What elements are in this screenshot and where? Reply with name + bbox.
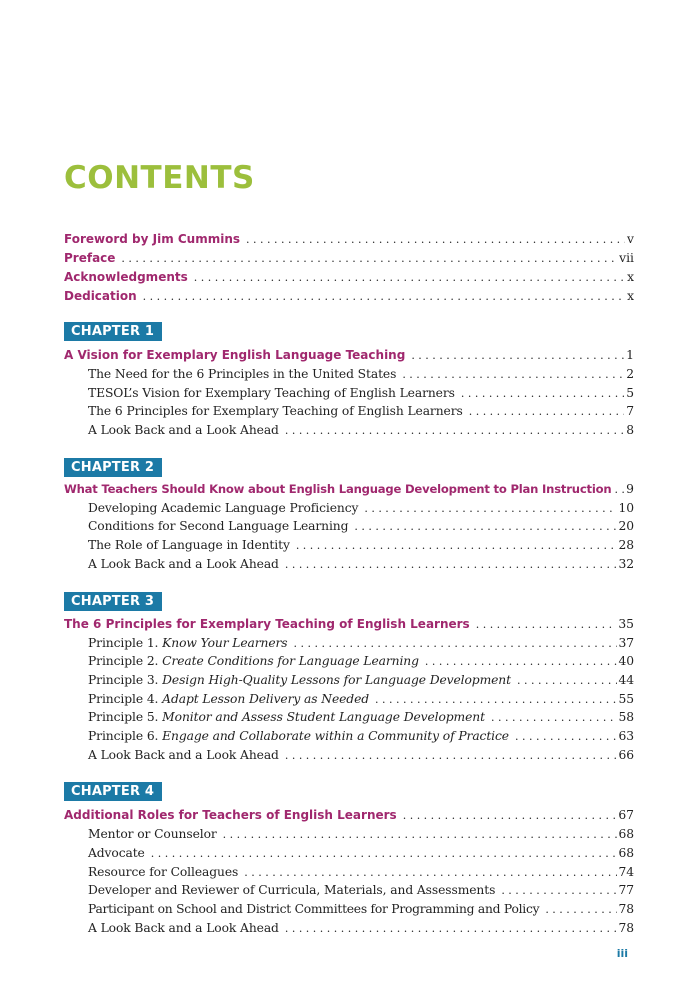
- toc-chapter-entry[interactable]: [64, 482, 634, 501]
- toc-page-number: 1: [626, 348, 634, 362]
- principle-title: Create Conditions for Language Learning: [162, 654, 419, 669]
- toc-entry-title: Developer and Reviewer of Curricula, Materials, and Assessments: [88, 883, 496, 898]
- principle-prefix: Principle 3.: [88, 672, 159, 687]
- toc-section-entry[interactable]: [64, 404, 634, 423]
- toc-section-entry[interactable]: [64, 386, 634, 405]
- leader-dots: [121, 252, 617, 265]
- toc-section-entry[interactable]: [64, 519, 634, 538]
- toc-page-number: 78: [618, 902, 634, 917]
- chapter-badge: CHAPTER 2: [64, 458, 162, 477]
- toc-page-number: 74: [618, 864, 634, 879]
- toc-entry-title: [88, 692, 369, 706]
- leader-dots: [402, 368, 624, 381]
- toc-section-entry[interactable]: [64, 729, 634, 748]
- toc-page-number: 77: [618, 883, 634, 898]
- leader-dots: [246, 233, 625, 246]
- toc-page-number: 20: [618, 519, 634, 534]
- toc-section-entry[interactable]: [64, 883, 634, 902]
- toc-section-entry[interactable]: [64, 367, 634, 386]
- toc-page-number: 67: [618, 808, 634, 823]
- leader-dots: [476, 618, 617, 631]
- toc-chapter-entry[interactable]: [64, 617, 634, 636]
- toc-page-number: 63: [618, 728, 634, 743]
- toc-entry-title: [88, 654, 419, 668]
- leader-dots: [143, 290, 625, 303]
- toc-entry-title: [88, 729, 509, 743]
- toc-entry-title: The Need for the 6 Principles in the United States: [88, 367, 397, 381]
- toc-entry-title: Participant on School and District Committees for Programming and Policy: [88, 902, 540, 917]
- leader-dots: [491, 711, 617, 724]
- toc-section-entry[interactable]: [64, 827, 634, 846]
- principle-prefix: Principle 2.: [88, 654, 159, 669]
- principle-prefix: Principle 5.: [88, 710, 159, 725]
- leader-dots: [469, 405, 625, 418]
- toc-entry-title: [88, 636, 288, 650]
- toc-page-number: 8: [626, 423, 634, 438]
- toc-entry-title: Conditions for Second Language Learning: [88, 519, 349, 534]
- chapter-4-block: [64, 780, 634, 939]
- toc-entry-title: Additional Roles for Teachers of English Learners: [64, 808, 397, 823]
- toc-page-number: 10: [618, 500, 634, 515]
- toc-entry-title: A Look Back and a Look Ahead: [88, 556, 279, 571]
- toc-page-number: 32: [618, 556, 634, 571]
- leader-dots: [285, 558, 617, 571]
- leader-dots: [244, 866, 616, 879]
- leader-dots: [517, 674, 617, 687]
- toc-entry-title: Resource for Colleagues: [88, 864, 239, 879]
- leader-dots: [461, 387, 624, 400]
- chapter-3-block: [64, 590, 634, 767]
- toc-page-number: 68: [618, 827, 634, 842]
- table-of-contents: [64, 232, 634, 939]
- toc-entry-title: Mentor or Counselor: [88, 827, 217, 842]
- leader-dots: [223, 828, 617, 841]
- toc-page-number: vii: [619, 251, 634, 265]
- toc-section-entry[interactable]: [64, 710, 634, 729]
- toc-page-number: 35: [618, 616, 634, 631]
- toc-section-entry[interactable]: [64, 538, 634, 557]
- chapter-2-block: [64, 456, 634, 576]
- principle-title: Adapt Lesson Delivery as Needed: [162, 691, 370, 706]
- toc-entry-title: TESOL’s Vision for Exemplary Teaching of English Learners: [88, 385, 455, 400]
- toc-page-number: x: [627, 270, 634, 284]
- toc-entry-title: [88, 673, 511, 687]
- toc-entry-title: Advocate: [88, 846, 145, 860]
- toc-section-entry[interactable]: [64, 673, 634, 692]
- chapter-badge: CHAPTER 3: [64, 592, 162, 611]
- toc-section-entry[interactable]: [64, 501, 634, 520]
- toc-entry-title: Developing Academic Language Proficiency: [88, 500, 359, 515]
- principle-title: Design High-Quality Lessons for Language Development: [162, 672, 511, 687]
- leader-dots: [285, 749, 617, 762]
- leader-dots: [296, 539, 617, 552]
- toc-section-entry[interactable]: [64, 557, 634, 576]
- leader-dots: [354, 520, 616, 533]
- principle-prefix: Principle 1.: [88, 635, 159, 650]
- toc-page-number: 78: [618, 920, 634, 935]
- principle-title: Engage and Collaborate within a Community of Practice: [162, 728, 509, 743]
- page-title: CONTENTS: [64, 160, 255, 196]
- toc-section-entry[interactable]: [64, 902, 634, 921]
- toc-entry-title: Acknowledgments: [64, 270, 188, 284]
- leader-dots: [364, 502, 616, 515]
- toc-page-number: 7: [626, 404, 634, 419]
- toc-page-number: 5: [626, 385, 634, 400]
- toc-section-entry[interactable]: [64, 846, 634, 865]
- toc-section-entry[interactable]: [64, 865, 634, 884]
- toc-entry-preface[interactable]: [64, 251, 634, 270]
- toc-page-number: v: [627, 232, 634, 246]
- leader-dots: [285, 424, 624, 437]
- toc-entry-title: What Teachers Should Know about English Language Development to Plan Instruction: [64, 481, 612, 496]
- toc-page-number: 40: [618, 654, 634, 669]
- toc-entry-title: The 6 Principles for Exemplary Teaching of English Learners: [88, 404, 463, 419]
- leader-dots: [194, 271, 625, 284]
- toc-section-entry[interactable]: [64, 636, 634, 655]
- principle-title: Know Your Learners: [162, 635, 288, 650]
- principle-prefix: Principle 4.: [88, 691, 159, 706]
- toc-section-entry[interactable]: [64, 423, 634, 442]
- toc-page-number: 44: [618, 672, 634, 687]
- toc-entry-title: A Vision for Exemplary English Language Teaching: [64, 348, 406, 362]
- toc-entry-title: A Look Back and a Look Ahead: [88, 423, 279, 438]
- toc-section-entry[interactable]: [64, 654, 634, 673]
- toc-entry-title: Preface: [64, 251, 116, 265]
- principle-prefix: Principle 6.: [88, 728, 159, 743]
- toc-entry-title: Foreword by Jim Cummins: [64, 232, 241, 246]
- leader-dots: [285, 922, 617, 935]
- toc-page-number: 37: [618, 635, 634, 650]
- toc-entry-title: [88, 710, 485, 724]
- toc-page-number: 55: [618, 691, 634, 706]
- leader-dots: [294, 637, 617, 650]
- toc-entry-foreword[interactable]: [64, 232, 634, 251]
- toc-page-number: 9: [626, 481, 634, 496]
- toc-page-number: 28: [618, 538, 634, 553]
- leader-dots: [425, 655, 617, 668]
- toc-page-number: 68: [618, 846, 634, 860]
- leader-dots: [545, 903, 616, 916]
- toc-section-entry[interactable]: [64, 921, 634, 940]
- leader-dots: [515, 730, 617, 743]
- toc-entry-title: The Role of Language in Identity: [88, 538, 290, 553]
- leader-dots: [501, 884, 616, 897]
- toc-entry-acknowledgments[interactable]: [64, 270, 634, 289]
- toc-page-number: 66: [618, 747, 634, 762]
- toc-entry-title: A Look Back and a Look Ahead: [88, 920, 279, 935]
- toc-entry-title: A Look Back and a Look Ahead: [88, 747, 279, 762]
- leader-dots: [614, 483, 624, 496]
- toc-entry-title: Dedication: [64, 289, 137, 303]
- toc-chapter-entry[interactable]: [64, 808, 634, 827]
- toc-page-number: 2: [626, 367, 634, 381]
- leader-dots: [403, 809, 617, 822]
- toc-page-number: 58: [618, 710, 634, 725]
- leader-dots: [151, 847, 617, 860]
- toc-chapter-entry[interactable]: [64, 348, 634, 367]
- toc-entry-dedication[interactable]: [64, 289, 634, 308]
- principle-title: Monitor and Assess Student Language Development: [162, 710, 485, 725]
- toc-page-number: x: [627, 289, 634, 303]
- chapter-badge: CHAPTER 4: [64, 782, 162, 801]
- toc-section-entry[interactable]: [64, 692, 634, 711]
- toc-entry-title: The 6 Principles for Exemplary Teaching of English Learners: [64, 616, 470, 631]
- page-number: iii: [616, 947, 628, 960]
- leader-dots: [411, 349, 624, 362]
- chapter-badge: CHAPTER 1: [64, 322, 162, 341]
- chapter-1-block: [64, 320, 634, 442]
- leader-dots: [375, 693, 617, 706]
- toc-section-entry[interactable]: [64, 748, 634, 767]
